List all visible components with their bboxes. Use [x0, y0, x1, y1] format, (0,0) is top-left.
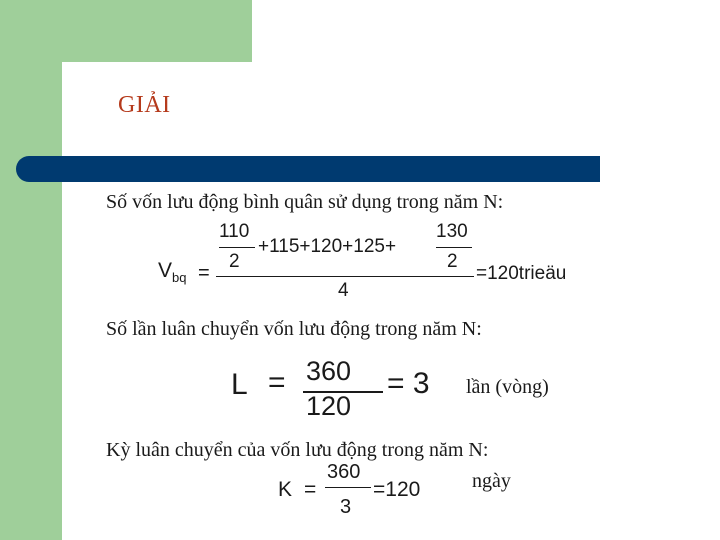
line-turnover-period: Kỳ luân chuyển của vốn lưu động trong năm N: [106, 439, 489, 461]
eq1-main-fraction-line [216, 276, 474, 277]
eq1-frac-a-den: 2 [229, 251, 240, 272]
eq2-equals: = [268, 366, 286, 399]
eq1-result: =120trieäu [476, 263, 567, 284]
line-turnover-count: Số lần luân chuyển vốn lưu động trong năm N: [106, 318, 482, 340]
eq3-unit: ngày [472, 470, 511, 492]
eq1-lhs-subscript: bq [172, 270, 187, 286]
eq1-frac-b-num: 130 [436, 221, 468, 242]
rounded-corner [62, 62, 122, 122]
green-left-band [0, 0, 62, 540]
eq3-equals: = [304, 478, 317, 501]
eq3-numerator: 360 [327, 461, 361, 483]
eq1-frac-a-line [219, 247, 255, 248]
eq1-equals: = [198, 262, 210, 284]
eq2-lhs: L [231, 368, 248, 401]
eq2-denominator: 120 [306, 391, 352, 421]
eq2-result: = 3 [387, 367, 430, 400]
slide-title: GIẢI [118, 92, 171, 118]
eq1-denominator: 4 [338, 280, 349, 301]
eq1-frac-b-line [436, 247, 472, 248]
eq1-middle-terms: +115+120+125+ [258, 236, 397, 257]
eq1-frac-b-den: 2 [447, 251, 458, 272]
eq1-frac-a-num: 110 [219, 221, 250, 242]
line-average-capital: Số vốn lưu động bình quân sử dụng trong năm N: [106, 191, 504, 213]
eq1-lhs: $V_{bq}$ [158, 259, 187, 286]
eq2-unit: lần (vòng) [466, 376, 549, 398]
eq1-result-clip [476, 263, 582, 289]
eq3-lhs: K [278, 478, 293, 501]
title-divider-bar [16, 156, 600, 182]
eq3-result: =120 [373, 478, 421, 501]
eq3-denominator: 3 [340, 496, 352, 518]
eq2-numerator: 360 [306, 356, 352, 386]
eq3-fraction-line [325, 487, 371, 488]
